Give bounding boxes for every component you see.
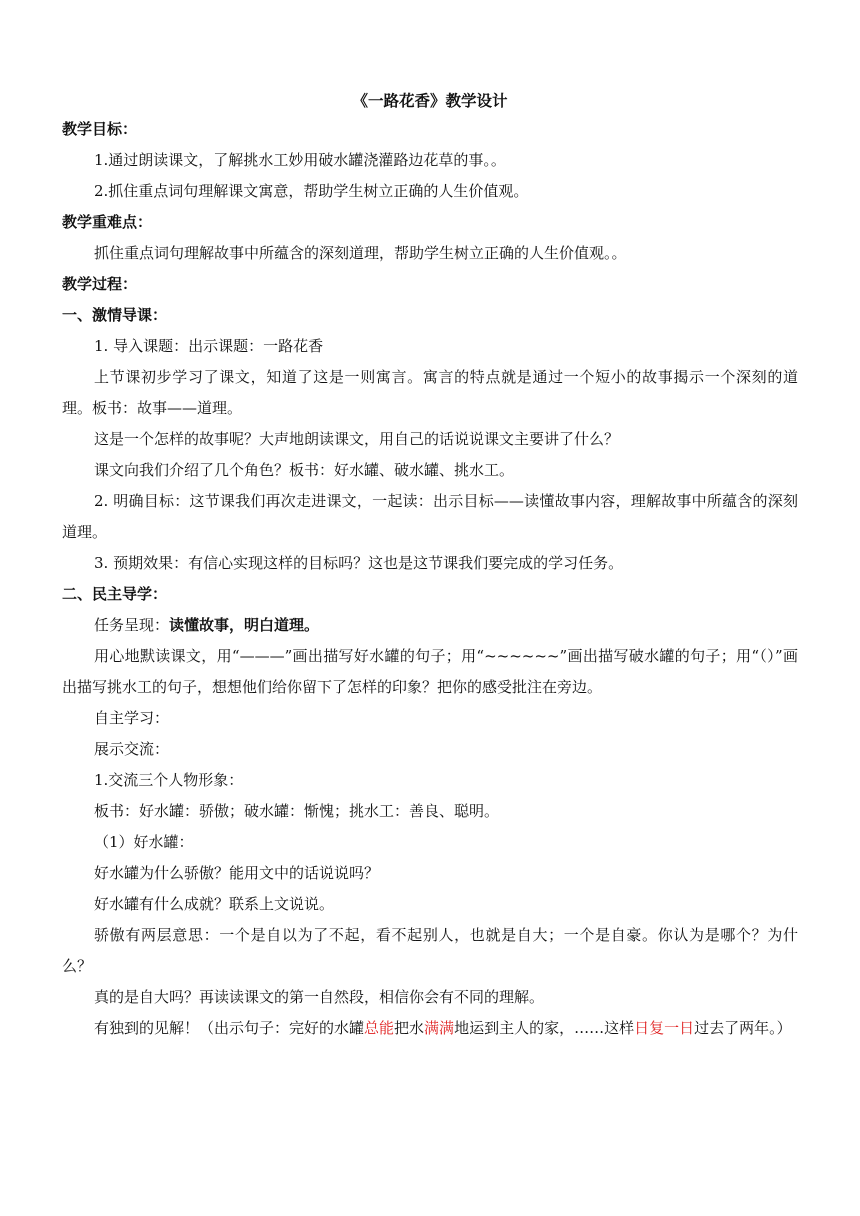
section-2-paragraph: 好水罐为什么骄傲？能用文中的话说说吗？ [94,864,380,882]
section-2-paragraph: 用心地默读课文，用“———”画出描写好水罐的句子；用“~~~~~~”画出描写破水罐的句子；用“（）”画出描写挑水工的句子，想想他们给你留下了怎样的印象？把你的感受批注在旁边。 [62,647,798,696]
section-1-paragraph: 2. 明确目标：这节课我们再次走进课文，一起读：出示目标——读懂故事内容，理解故事中所蕴含的深刻道理。 [62,492,798,541]
key-difficulty-heading: 教学重难点： [62,213,153,231]
section-2-heading: 二、民主导学： [62,585,168,603]
highlight-word: 满满 [424,1019,455,1037]
quote-text: 过去了两年。） [694,1019,792,1037]
goal-item-2: 2.抓住重点词句理解课文寓意，帮助学生树立正确的人生价值观。 [94,182,529,200]
section-1-paragraph: 上节课初步学习了课文，知道了这是一则寓言。寓言的特点就是通过一个短小的故事揭示一个深刻的道理。板书：故事——道理。 [62,368,798,417]
quote-text: 把水 [394,1019,425,1037]
quote-text: 有独到的见解！（出示句子：完好的水罐 [94,1019,365,1037]
quote-text: 地运到主人的家，……这样 [454,1019,635,1037]
section-1-paragraph: 课文向我们介绍了几个角色？板书：好水罐、破水罐、挑水工。 [94,461,515,479]
section-2-paragraph: 真的是自大吗？再读读课文的第一自然段，相信你会有不同的理解。 [94,988,545,1006]
section-1-paragraph: 3. 预期效果：有信心实现这样的目标吗？这也是这节课我们要完成的学习任务。 [94,554,624,572]
goal-heading: 教学目标： [62,120,138,138]
highlight-word: 日复一日 [634,1019,695,1037]
section-1-paragraph: 1. 导入课题：出示课题：一路花香 [94,337,324,355]
section-2-paragraph: 好水罐有什么成就？联系上文说说。 [94,895,335,913]
section-2-paragraph: 展示交流： [94,740,170,758]
task-prefix: 任务呈现： [94,616,170,634]
section-1-heading: 一、激情导课： [62,306,168,324]
quote-paragraph [62,1013,798,1044]
key-difficulty-text: 抓住重点词句理解故事中所蕴含的深刻道理，帮助学生树立正确的人生价值观。。 [94,244,627,262]
task-bold-text: 读懂故事，明白道理。 [169,616,320,634]
section-2-paragraph: 1.交流三个人物形象： [94,771,244,789]
highlight-word: 总能 [364,1019,395,1037]
goal-item-1: 1.通过朗读课文，了解挑水工妙用破水罐浇灌路边花草的事。。 [94,151,506,169]
section-2-paragraph: 自主学习： [94,709,170,727]
section-2-paragraph: （1）好水罐： [94,833,194,851]
process-heading: 教学过程： [62,275,138,293]
section-2-paragraph: 板书：好水罐：骄傲；破水罐：惭愧；挑水工：善良、聪明。 [94,802,500,820]
section-1-paragraph: 这是一个怎样的故事呢？大声地朗读课文，用自己的话说说课文主要讲了什么？ [94,430,620,448]
task-paragraph [62,610,798,641]
section-2-paragraph: 骄傲有两层意思：一个是自以为了不起，看不起别人，也就是自大；一个是自豪。你认为是哪个？为什么？ [62,926,798,975]
document-title: 《一路花香》教学设计 [352,91,508,110]
